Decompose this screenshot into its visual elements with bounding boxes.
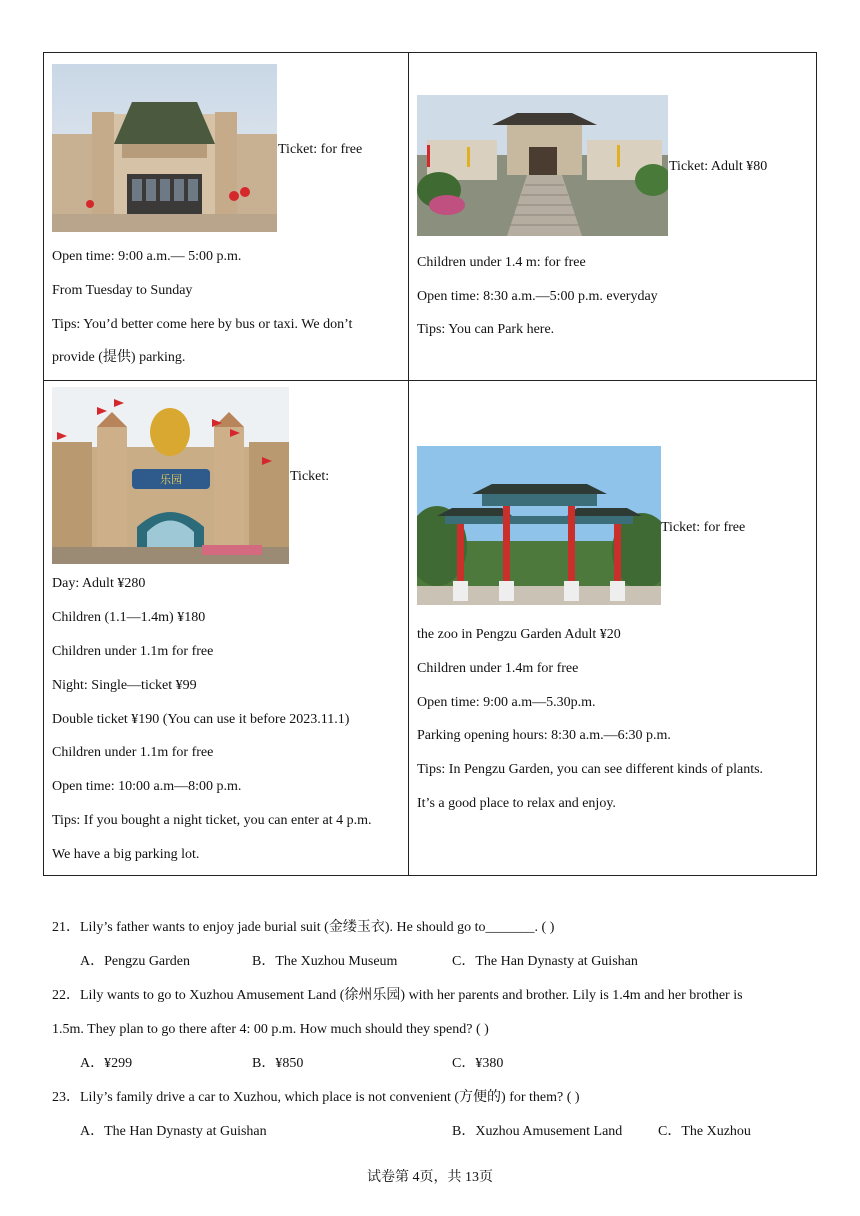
question-23-stem: 23．Lily’s family drive a car to Xuzhou, which place is not convenient (方便的) for them? ( ) — [52, 1090, 580, 1105]
question-23-option-b: B．Xuzhou Amusement Land — [452, 1124, 623, 1139]
pengzu-line-3: Open time: 9:00 a.m—5.30p.m. — [417, 695, 596, 710]
museum-line-2: From Tuesday to Sunday — [52, 283, 193, 298]
amusement-line-2: Children (1.1—1.4m) ¥180 — [52, 610, 206, 625]
question-23-option-c: C．The Xuzhou — [658, 1124, 751, 1139]
amusement-line-4: Night: Single—ticket ¥99 — [52, 678, 197, 693]
question-22-option-c: C．¥380 — [452, 1056, 504, 1071]
museum-line-4: provide (提供) parking. — [52, 350, 186, 365]
pengzu-line-5: Tips: In Pengzu Garden, you can see different kinds of plants. — [417, 762, 764, 777]
guishan-line-3: Tips: You can Park here. — [417, 322, 555, 337]
guishan-photo — [417, 95, 668, 236]
amusement-sign-text: 乐园 — [160, 473, 182, 486]
amusement-line-7: Open time: 10:00 a.m—8:00 p.m. — [52, 779, 242, 794]
pengzu-line-2: Children under 1.4m for free — [417, 661, 579, 676]
question-21-stem: 21．Lily’s father wants to enjoy jade burial suit (金缕玉衣). He should go to_______. ( ) — [52, 920, 555, 935]
question-22-stem-continued: 1.5m. They plan to go there after 4: 00 p.m. How much should they spend? ( ) — [52, 1022, 489, 1037]
amusement-ticket: Ticket: — [290, 469, 330, 484]
pengzu-line-6: It’s a good place to relax and enjoy. — [417, 796, 616, 811]
museum-photo — [52, 64, 277, 232]
question-21-option-a: A．Pengzu Garden — [80, 954, 191, 969]
amusement-line-1: Day: Adult ¥280 — [52, 576, 146, 591]
museum-line-1: Open time: 9:00 a.m.— 5:00 p.m. — [52, 249, 242, 264]
amusement-line-8: Tips: If you bought a night ticket, you can enter at 4 p.m. — [52, 813, 372, 828]
amusement-line-6: Children under 1.1m for free — [52, 745, 214, 760]
amusement-line-9: We have a big parking lot. — [52, 847, 200, 862]
pengzu-line-4: Parking opening hours: 8:30 a.m.—6:30 p.m. — [417, 728, 671, 743]
pengzu-line-1: the zoo in Pengzu Garden Adult ¥20 — [417, 627, 621, 642]
amusement-photo — [52, 387, 289, 564]
museum-ticket: Ticket: for free — [278, 142, 363, 157]
amusement-line-5: Double ticket ¥190 (You can use it before 2023.11.1) — [52, 712, 350, 727]
question-23-option-a: A．The Han Dynasty at Guishan — [80, 1124, 267, 1139]
question-22-stem: 22．Lily wants to go to Xuzhou Amusement Land (徐州乐园) with her parents and brother. Lily is 1.4m and her brother is — [52, 988, 743, 1003]
pengzu-photo — [417, 446, 661, 605]
guishan-ticket: Ticket: Adult ¥80 — [669, 159, 768, 174]
pengzu-ticket: Ticket: for free — [661, 520, 746, 535]
question-21-option-c: C．The Han Dynasty at Guishan — [452, 954, 638, 969]
table-divider-horizontal — [44, 380, 816, 381]
table-divider-vertical — [408, 53, 409, 875]
question-22-option-a: A．¥299 — [80, 1056, 133, 1071]
question-22-option-b: B．¥850 — [252, 1056, 304, 1071]
question-21-option-b: B．The Xuzhou Museum — [252, 954, 398, 969]
guishan-line-2: Open time: 8:30 a.m.—5:00 p.m. everyday — [417, 289, 658, 304]
amusement-line-3: Children under 1.1m for free — [52, 644, 214, 659]
guishan-line-1: Children under 1.4 m: for free — [417, 255, 586, 270]
page-footer: 试卷第 4页，共 13页 — [367, 1170, 493, 1185]
museum-line-3: Tips: You’d better come here by bus or taxi. We don’t — [52, 317, 353, 332]
